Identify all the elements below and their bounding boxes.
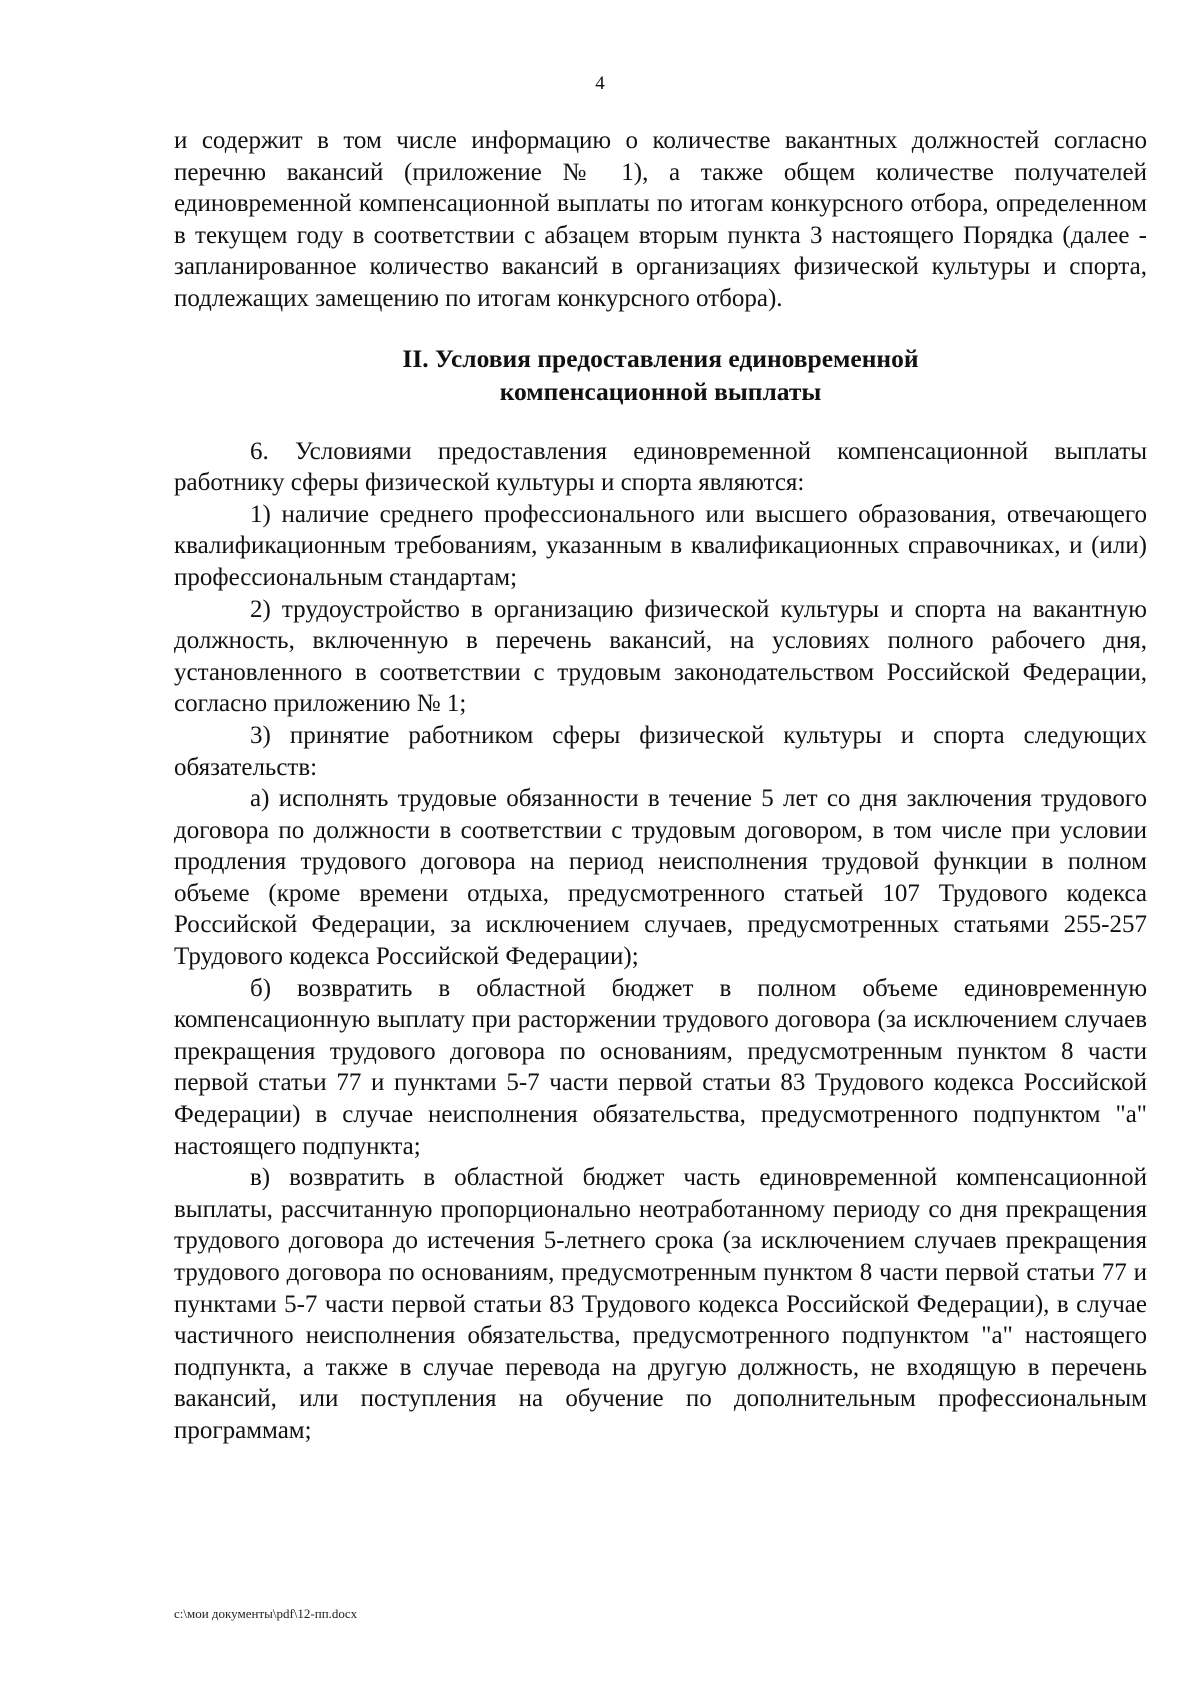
list-item-3: 3) принятие работником сферы физической культуры и спорта следующих обязательств:	[174, 721, 1147, 781]
document-body	[174, 125, 1147, 1447]
sub-item-v: в) возвратить в областной бюджет часть единовременной компенсационной выплаты, рассчитанную пропорционально неотработанному периоду со дня прекращения трудового договора до истечения 5-летнего срока (за исключением случаев прекращения трудового договора по основаниям, предусмотренным пунктом 8 части первой статьи 77 и пунктами 5-7 части первой статьи 83 Трудового кодекса Российской Федерации), в случае частичного неисполнения обязательства, предусмотренного подпунктом "а" настоящего подпункта, а также в случае перевода на другую должность, не входящую в перечень вакансий, или поступления на обучение по дополнительным профессиональным программам;	[174, 1164, 1147, 1444]
list-item-1: 1) наличие среднего профессионального или высшего образования, отвечающего квалификационным требованиям, указанным в квалификационных справочниках, и (или) профессиональным стандартам;	[174, 500, 1147, 591]
sub-item-b: б) возвратить в областной бюджет в полном объеме единовременную компенсационную выплату при расторжении трудового договора (за исключением случаев прекращения трудового договора по основаниям, предусмотренным пунктом 8 части первой статьи 77 и пунктами 5-7 части первой статьи 83 Трудового кодекса Российской Федерации) в случае неисполнения обязательства, предусмотренного подпунктом "а" настоящего подпункта;	[174, 974, 1147, 1160]
list-item-2: 2) трудоустройство в организацию физической культуры и спорта на вакантную должность, включенную в перечень вакансий, на условиях полного рабочего дня, установленного в соответствии с трудовым законодательством Российской Федерации, согласно приложению № 1;	[174, 595, 1147, 718]
section-heading-line-2: компенсационной выплаты	[499, 376, 822, 406]
page-number: 4	[595, 73, 605, 94]
file-path-footer: c:\мои документы\pdf\12-пп.docx	[174, 1606, 358, 1621]
section-heading-line-1: II. Условия предоставления единовременной	[402, 343, 919, 373]
paragraph-6: 6. Условиями предоставления единовременной компенсационной выплаты работнику сферы физической культуры и спорта являются:	[174, 437, 1147, 497]
paragraph-intro: и содержит в том числе информацию о количестве вакантных должностей согласно перечню вакансий (приложение № 1), а также общем количестве получателей единовременной компенсационной выплаты по итогам конкурсного отбора, определенном в текущем году в соответствии с абзацем вторым пункта 3 настоящего Порядка (далее - запланированное количество вакансий в организациях физической культуры и спорта, подлежащих замещению по итогам конкурсного отбора).	[174, 127, 1147, 312]
section-heading	[174, 342, 1147, 408]
sub-item-a: а) исполнять трудовые обязанности в течение 5 лет со дня заключения трудового договора по должности в соответствии с трудовым договором, в том числе при условии продления трудового договора на период неисполнения трудовой функции в полном объеме (кроме времени отдыха, предусмотренного статьей 107 Трудового кодекса Российской Федерации, за исключением случаев, предусмотренных статьями 255-257 Трудового кодекса Российской Федерации);	[174, 785, 1147, 971]
